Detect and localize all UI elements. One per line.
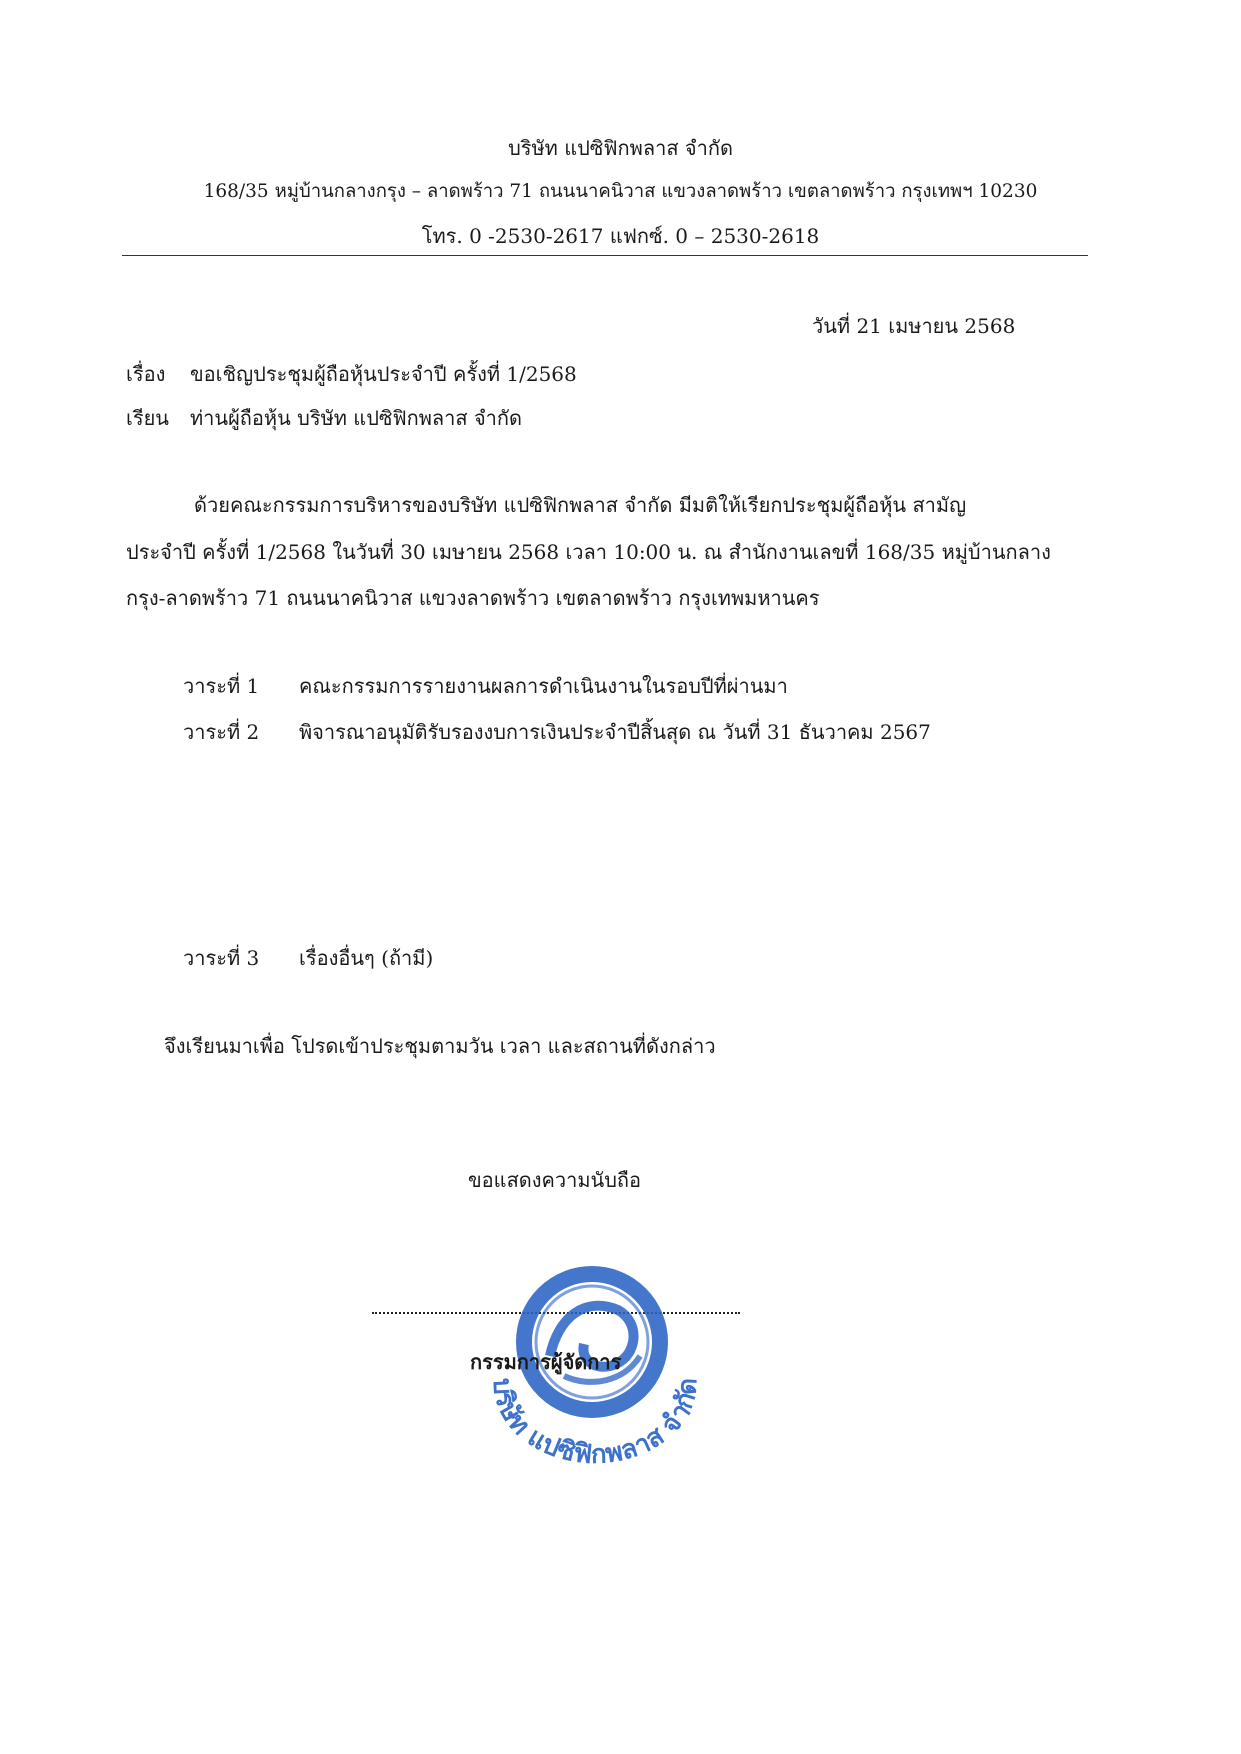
company-contact: โทร. 0 -2530-2617 แฟกซ์. 0 – 2530-2618 bbox=[421, 224, 820, 248]
company-address: 168/35 หมู่บ้านกลางกรุง – ลาดพร้าว 71 ถนนนาคนิวาส แขวงลาดพร้าว เขตลาดพร้าว กรุงเทพฯ 10230 bbox=[203, 181, 1038, 202]
header-divider bbox=[122, 255, 1088, 256]
closing-request: จึงเรียนมาเพื่อ โปรดเข้าประชุมตามวัน เวลา และสถานที่ดังกล่าว bbox=[164, 1034, 716, 1058]
recipient-label: เรียน bbox=[126, 406, 169, 430]
body-line-1: ด้วยคณะกรรมการบริหารของบริษัท แปซิฟิกพลาส จำกัด มีมติให้เรียกประชุมผู้ถือหุ้น สามัญ bbox=[194, 493, 967, 517]
agenda-3-label: วาระที่ 3 bbox=[183, 946, 260, 970]
seal-text: บริษัท แปซิฟิกพลาส จำกัด bbox=[486, 1377, 704, 1464]
body-line-2: ประจำปี ครั้งที่ 1/2568 ในวันที่ 30 เมษายน 2568 เวลา 10:00 น. ณ สำนักงานเลขที่ 168/35 หมู่บ้านกลาง bbox=[126, 540, 1051, 564]
subject-label: เรื่อง bbox=[126, 362, 166, 386]
agenda-1-label: วาระที่ 1 bbox=[183, 674, 260, 698]
svg-text:บริษัท แปซิฟิกพลาส จำกัด bbox=[487, 1377, 704, 1464]
agenda-2-label: วาระที่ 2 bbox=[183, 720, 260, 744]
subject-text: ขอเชิญประชุมผู้ถือหุ้นประจำปี ครั้งที่ 1/2568 bbox=[190, 362, 577, 386]
letter-date: วันที่ 21 เมษายน 2568 bbox=[812, 314, 1016, 338]
agenda-3-text: เรื่องอื่นๆ (ถ้ามี) bbox=[299, 946, 434, 970]
closing-salutation: ขอแสดงความนับถือ bbox=[468, 1168, 642, 1192]
company-name: บริษัท แปซิฟิกพลาส จำกัด bbox=[508, 136, 733, 160]
agenda-1-text: คณะกรรมการรายงานผลการดำเนินงานในรอบปีที่ผ่านมา bbox=[299, 674, 788, 698]
agenda-2-text: พิจารณาอนุมัติรับรองงบการเงินประจำปีสิ้นสุด ณ วันที่ 31 ธันวาคม 2567 bbox=[299, 720, 931, 744]
recipient-text: ท่านผู้ถือหุ้น บริษัท แปซิฟิกพลาส จำกัด bbox=[190, 406, 523, 430]
body-line-3: กรุง-ลาดพร้าว 71 ถนนนาคนิวาส แขวงลาดพร้าว เขตลาดพร้าว กรุงเทพมหานคร bbox=[126, 586, 820, 610]
signer-title: กรรมการผู้จัดการ bbox=[470, 1350, 622, 1374]
